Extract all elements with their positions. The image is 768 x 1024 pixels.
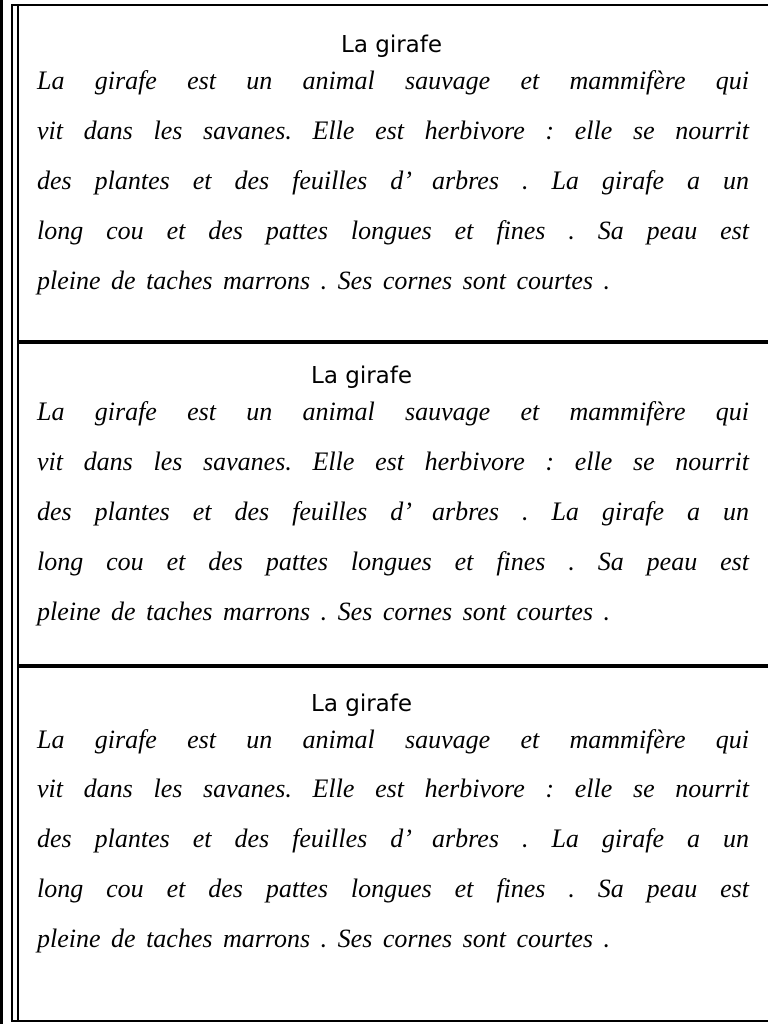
card-title: La girafe <box>311 363 413 389</box>
card-line: La girafe est un animal sauvage et mammifère qui <box>37 397 749 426</box>
text-card-1 <box>19 6 768 340</box>
page-left-rule <box>0 0 3 1024</box>
card-line: des plantes et des feuilles d’ arbres . La girafe a un <box>37 824 749 853</box>
card-line: vit dans les savanes. Elle est herbivore : elle se nourrit <box>37 447 749 476</box>
card-title: La girafe <box>341 32 443 58</box>
card-line: vit dans les savanes. Elle est herbivore : elle se nourrit <box>37 774 749 803</box>
card-line: La girafe est un animal sauvage et mammifère qui <box>37 725 749 754</box>
card-line: pleine de taches marrons . Ses cornes sont courtes . <box>37 266 611 295</box>
text-card-2 <box>19 344 768 664</box>
text-card-3 <box>19 668 768 1020</box>
card-line: pleine de taches marrons . Ses cornes sont courtes . <box>37 597 611 626</box>
card-line: des plantes et des feuilles d’ arbres . La girafe a un <box>37 166 749 195</box>
card-line: long cou et des pattes longues et fines . Sa peau est <box>37 547 749 576</box>
card-title: La girafe <box>311 691 413 717</box>
card-line: pleine de taches marrons . Ses cornes sont courtes . <box>37 924 611 953</box>
card-line: long cou et des pattes longues et fines . Sa peau est <box>37 874 749 903</box>
card-line: long cou et des pattes longues et fines . Sa peau est <box>37 216 749 245</box>
card-line: La girafe est un animal sauvage et mammifère qui <box>37 66 749 95</box>
card-line: vit dans les savanes. Elle est herbivore : elle se nourrit <box>37 116 749 145</box>
card-line: des plantes et des feuilles d’ arbres . La girafe a un <box>37 497 749 526</box>
